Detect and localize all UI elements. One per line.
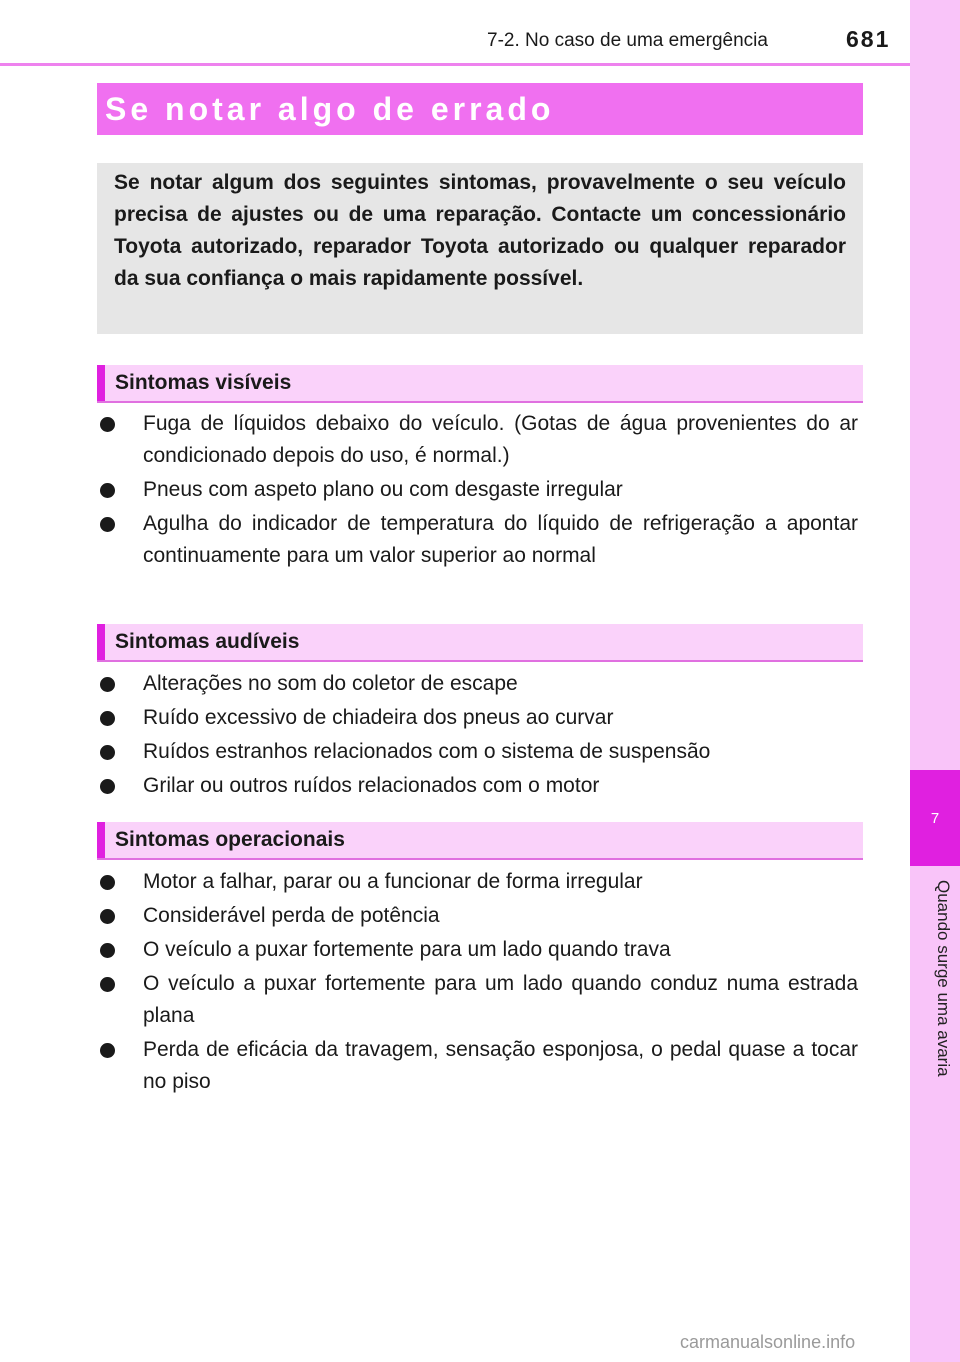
bullet-list-operational: [100, 866, 858, 1100]
intro-text: Se notar algum dos seguintes sintomas, provavelmente o seu veículo precisa de ajustes ou de uma reparação. Contacte um concessionário Toyota autorizado, reparador Toyota autorizado ou qualquer reparador da sua confiança o mais rapidamente possível.: [114, 171, 846, 290]
watermark[interactable]: carmanualsonline.info: [680, 1332, 856, 1352]
bullet-icon: [100, 417, 115, 432]
section-header-operational: [97, 822, 863, 860]
bullet-icon: [100, 1043, 115, 1058]
bullet-icon: [100, 909, 115, 924]
bullet-icon: [100, 977, 115, 992]
section-header-audible: [97, 624, 863, 662]
bullet-icon: [100, 745, 115, 760]
bullet-icon: [100, 483, 115, 498]
list-item: Alterações no som do coletor de escape: [100, 668, 858, 700]
section-heading: Sintomas operacionais: [115, 828, 345, 851]
bullet-icon: [100, 711, 115, 726]
list-item: Grilar ou outros ruídos relacionados com o motor: [100, 770, 858, 802]
page-title-bar: [97, 83, 863, 135]
section-heading: Sintomas audíveis: [115, 630, 300, 653]
list-item: Pneus com aspeto plano ou com desgaste irregular: [100, 474, 858, 506]
list-item: Fuga de líquidos debaixo do veículo. (Gotas de água provenientes do ar condicionado depois do uso, é normal.): [100, 408, 858, 472]
page-title: Se notar algo de errado: [105, 91, 555, 127]
bullet-icon: [100, 779, 115, 794]
list-item: Motor a falhar, parar ou a funcionar de forma irregular: [100, 866, 858, 898]
section-header-visible: [97, 365, 863, 403]
list-item: Considerável perda de potência: [100, 900, 858, 932]
list-item: Ruído excessivo de chiadeira dos pneus ao curvar: [100, 702, 858, 734]
header-section-title: 7-2. No caso de uma emergência: [487, 30, 768, 51]
section-heading: Sintomas visíveis: [115, 371, 292, 394]
list-item: Ruídos estranhos relacionados com o sistema de suspensão: [100, 736, 858, 768]
bullet-list-visible: [100, 408, 858, 574]
page-number: 681: [846, 26, 891, 52]
section-accent: [97, 624, 105, 660]
intro-box: [97, 163, 863, 334]
side-tab: [910, 0, 960, 1362]
section-accent: [97, 822, 105, 858]
bullet-list-audible: [100, 668, 858, 804]
list-item: Agulha do indicador de temperatura do líquido de refrigeração a apontar continuamente para um valor superior ao normal: [100, 508, 858, 572]
bullet-icon: [100, 677, 115, 692]
chapter-number: 7: [930, 810, 940, 827]
header-divider: [0, 63, 910, 66]
section-accent: [97, 365, 105, 401]
chapter-title: Quando surge uma avaria: [934, 880, 953, 1077]
list-item: Perda de eficácia da travagem, sensação esponjosa, o pedal quase a tocar no piso: [100, 1034, 858, 1098]
list-item: O veículo a puxar fortemente para um lado quando conduz numa estrada plana: [100, 968, 858, 1032]
bullet-icon: [100, 875, 115, 890]
bullet-icon: [100, 943, 115, 958]
side-tab-chapter: [910, 770, 960, 866]
bullet-icon: [100, 517, 115, 532]
list-item: O veículo a puxar fortemente para um lado quando trava: [100, 934, 858, 966]
